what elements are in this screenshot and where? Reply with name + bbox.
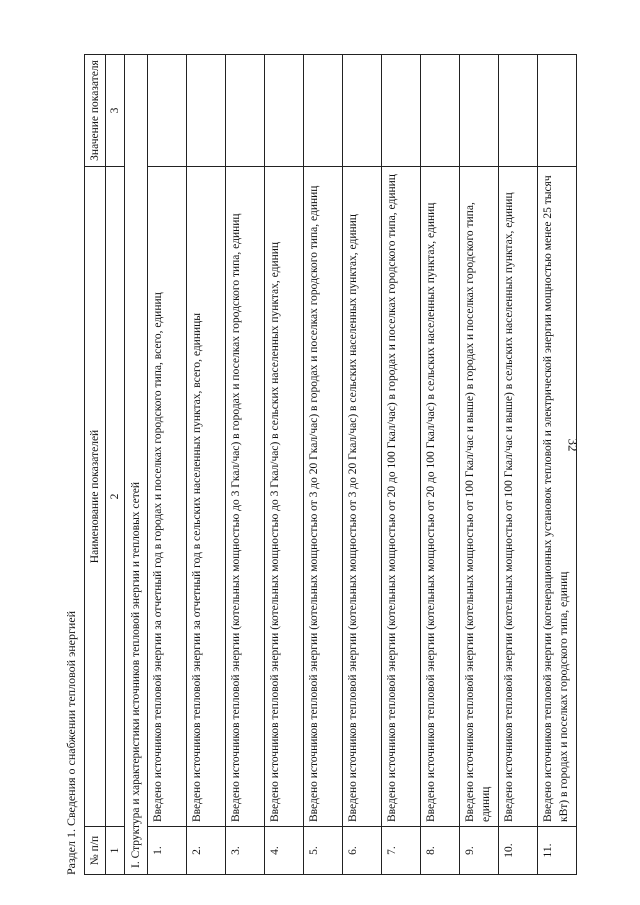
section-heading-row xyxy=(125,55,148,875)
row-num: 8. xyxy=(421,827,460,875)
rotated-document xyxy=(58,55,578,875)
page-number: 32 xyxy=(565,438,581,452)
indicators-table xyxy=(84,54,577,875)
table-row xyxy=(421,55,460,875)
row-value xyxy=(187,55,226,167)
row-name: Введено источников тепловой энергии (котельных мощностью от 3 до 20 Гкал/час) в сельских населенных пунктах, единиц xyxy=(343,167,382,827)
row-value xyxy=(304,55,343,167)
row-num: 2. xyxy=(187,827,226,875)
row-name: Введено источников тепловой энергии (котельных мощностью до 3 Гкал/час) в сельских населенных пунктах, единиц xyxy=(265,167,304,827)
row-value xyxy=(499,55,538,167)
row-name: Введено источников тепловой энергии за отчетный год в сельских населенных пунктах, всего, единицы xyxy=(187,167,226,827)
row-value xyxy=(226,55,265,167)
column-index-3: 3 xyxy=(106,55,125,167)
row-name: Введено источников тепловой энергии за отчетный год в городах и поселках городского типа, всего, единиц xyxy=(148,167,187,827)
row-value xyxy=(460,55,499,167)
table-row xyxy=(460,55,499,875)
row-num: 9. xyxy=(460,827,499,875)
row-name: Введено источников тепловой энергии (котельных мощностью от 100 Гкал/час и выше) в городах и поселках городского типа, единиц xyxy=(460,167,499,827)
row-value xyxy=(265,55,304,167)
column-index-1: 1 xyxy=(106,827,125,875)
section-heading: I. Структура и характеристики источников тепловой энергии и тепловых сетей xyxy=(125,55,148,875)
row-value xyxy=(148,55,187,167)
table-row xyxy=(538,55,577,875)
row-num: 4. xyxy=(265,827,304,875)
table-row xyxy=(382,55,421,875)
row-value xyxy=(343,55,382,167)
row-name: Введено источников тепловой энергии (когенерационных установок тепловой и электрической энергии мощностью менее 25 тысяч кВт) в городах и поселках городского типа, единиц xyxy=(538,167,577,827)
row-name: Введено источников тепловой энергии (котельных мощностью до 3 Гкал/час) в городах и поселках городского типа, единиц xyxy=(226,167,265,827)
table-row xyxy=(148,55,187,875)
column-index-2: 2 xyxy=(106,167,125,827)
row-num: 10. xyxy=(499,827,538,875)
row-name: Введено источников тепловой энергии (котельных мощностью от 3 до 20 Гкал/час) в городах и поселках городского типа, единиц xyxy=(304,167,343,827)
table-row xyxy=(499,55,538,875)
row-num: 3. xyxy=(226,827,265,875)
row-num: 7. xyxy=(382,827,421,875)
row-value xyxy=(382,55,421,167)
row-num: 5. xyxy=(304,827,343,875)
row-value xyxy=(538,55,577,167)
header-value: Значение показателя xyxy=(85,55,106,167)
table-row xyxy=(226,55,265,875)
header-num: № п/п xyxy=(85,827,106,875)
column-index-row xyxy=(106,55,125,875)
row-num: 1. xyxy=(148,827,187,875)
section-title: Раздел 1. Сведения о снабжении тепловой энергией xyxy=(64,610,78,875)
row-name: Введено источников тепловой энергии (котельных мощностью от 100 Гкал/час и выше) в сельских населенных пунктах, единиц xyxy=(499,167,538,827)
header-name: Наименование показателей xyxy=(85,167,106,827)
row-num: 6. xyxy=(343,827,382,875)
row-name: Введено источников тепловой энергии (котельных мощностью от 20 до 100 Гкал/час) в городах и поселках городского типа, единиц xyxy=(382,167,421,827)
table-row xyxy=(343,55,382,875)
header-row xyxy=(85,55,106,875)
row-num: 11. xyxy=(538,827,577,875)
table-row xyxy=(265,55,304,875)
table-row xyxy=(304,55,343,875)
row-value xyxy=(421,55,460,167)
row-name: Введено источников тепловой энергии (котельных мощностью от 20 до 100 Гкал/час) в сельских населенных пунктах, единиц xyxy=(421,167,460,827)
table-row xyxy=(187,55,226,875)
